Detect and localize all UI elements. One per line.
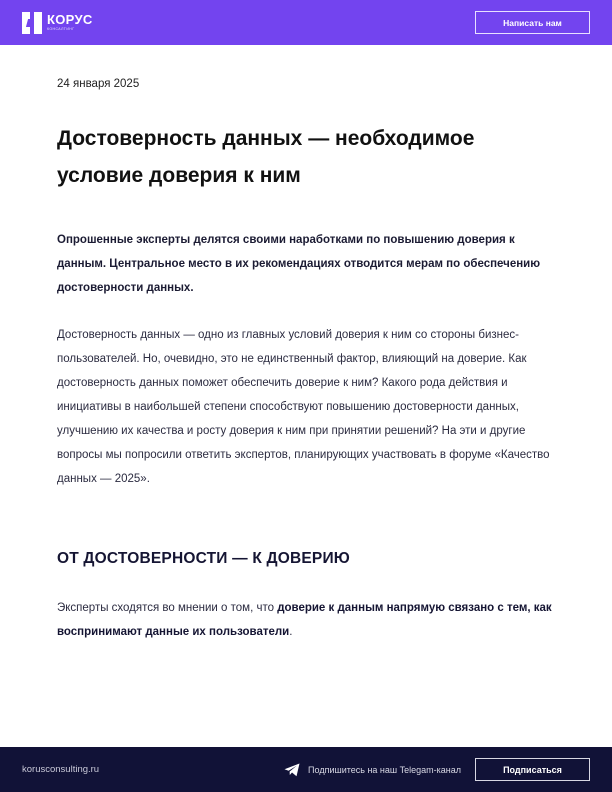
article-title: Достоверность данных — необходимое условие доверия к ним [57,127,475,187]
section-para-start: Эксперты сходятся во мнении о том, что [57,602,278,614]
korus-logo[interactable] [22,12,93,34]
telegram-promo[interactable] [284,763,461,777]
korus-logo-icon [22,12,42,34]
logo-subtitle: КОНСАЛТИНГ [47,27,75,32]
article-date: 24 января 2025 [57,78,140,90]
subscribe-button[interactable]: Подписаться [475,758,590,781]
section-para-end: . [289,626,293,638]
footer [0,747,612,792]
article-body: Достоверность данных — одно из главных условий доверия к ним со стороны бизнес-пользователей. Но, очевидно, это не единственный фактор, влияющий на доверие. Как достоверность данных поможет обеспечить доверие к ним? Какого рода действия и инициативы в наибольшей степени способствуют повышению достоверности данных, улучшению их качества и росту доверия к ним при принятии решений? На эти и другие вопросы мы попросили ответить экспертов, планирующих участвовать в форуме «Качество данных — 2025». [57,329,550,485]
site-link[interactable]: korusconsulting.ru [22,764,100,775]
logo-name: КОРУС [47,12,93,28]
write-us-button[interactable]: Написать нам [475,11,590,34]
telegram-text: Подпишитесь на наш Telegam-канал [308,764,461,775]
section-heading: ОТ ДОСТОВЕРНОСТИ — К ДОВЕРИЮ [57,550,350,567]
section-para-bold: доверие к данным напрямую связано с тем, как воспринимают данные их пользователи [57,602,552,638]
telegram-icon [284,763,300,777]
section-paragraph [57,596,557,644]
top-header [0,0,612,45]
article-lead: Опрошенные эксперты делятся своими наработками по повышению доверия к данным. Центральное место в их рекомендациях отводится мерам по обеспечению достоверности данных. [57,234,541,294]
